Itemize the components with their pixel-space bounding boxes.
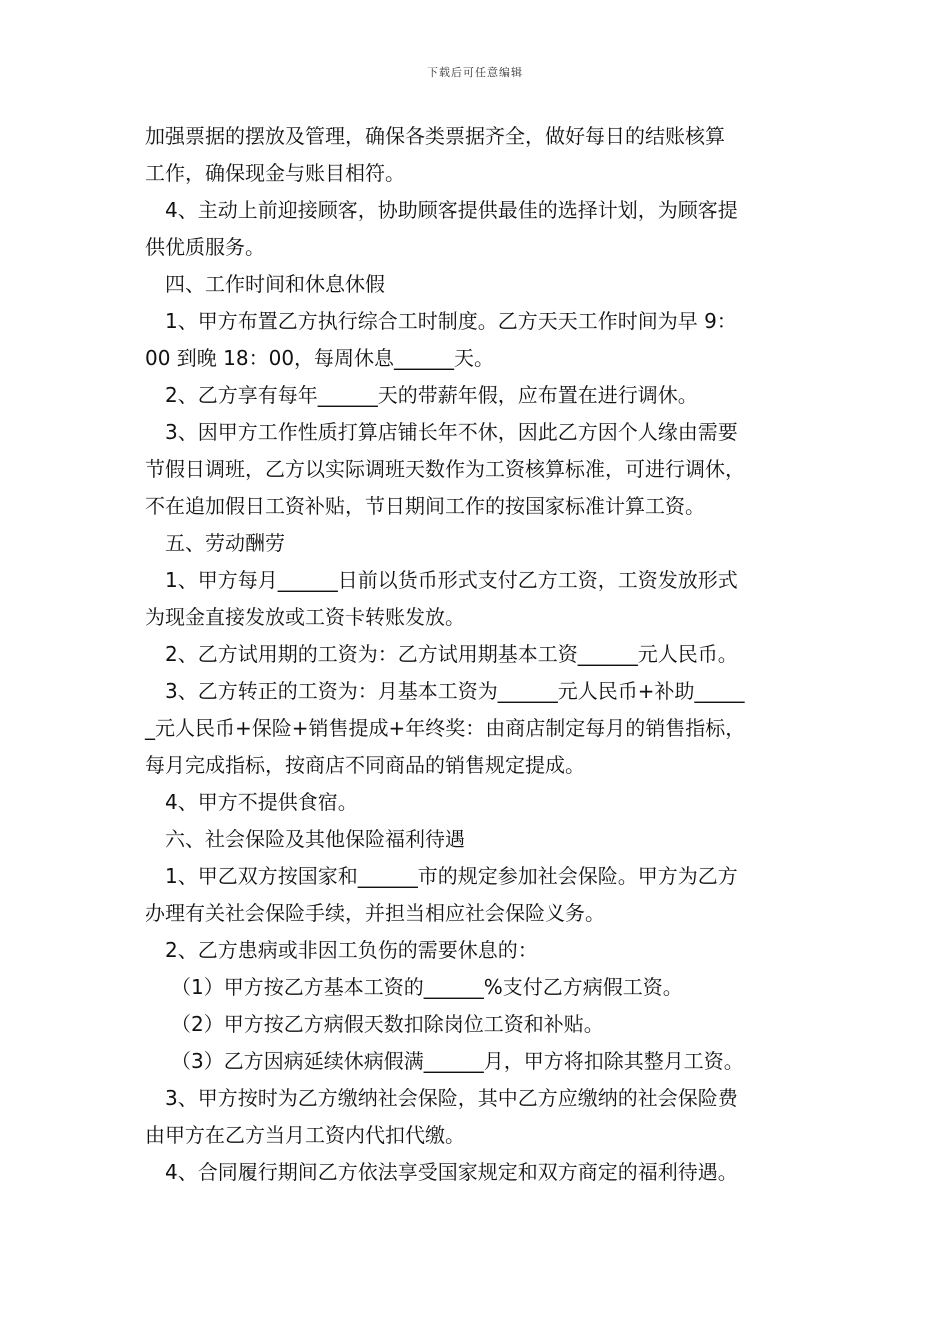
text-line: （2）甲方按乙方病假天数扣除岗位工资和补贴。: [171, 1012, 604, 1036]
text-line: 1、甲乙双方按国家和______市的规定参加社会保险。甲方为乙方: [165, 864, 738, 888]
text-line: 1、甲方布置乙方执行综合工时制度。乙方天天工作时间为早 9：: [165, 309, 737, 333]
text-line: 3、因甲方工作性质打算店铺长年不休，因此乙方因个人缘由需要: [165, 420, 738, 444]
text-line: 4、合同履行期间乙方依法享受国家规定和双方商定的福利待遇。: [165, 1160, 738, 1184]
text-line: 2、乙方试用期的工资为：乙方试用期基本工资______元人民币。: [165, 642, 738, 666]
text-line: 1、甲方每月______日前以货币形式支付乙方工资，工资发放形式: [165, 568, 738, 592]
text-line: 2、乙方患病或非因工负伤的需要休息的：: [165, 938, 538, 962]
text-line: 五、劳动酬劳: [165, 531, 285, 555]
text-line: 由甲方在乙方当月工资内代扣代缴。: [145, 1123, 465, 1147]
text-line: 不在追加假日工资补贴，节日期间工作的按国家标准计算工资。: [145, 494, 705, 518]
document-body: [145, 118, 825, 1191]
page-header: 下载后可任意编辑: [427, 66, 523, 79]
text-line: 2、乙方享有每年______天的带薪年假，应布置在进行调休。: [165, 383, 698, 407]
text-line: 00 到晚 18：00，每周休息______天。: [145, 346, 495, 370]
text-line: 六、社会保险及其他保险福利待遇: [165, 827, 465, 851]
text-line: 加强票据的摆放及管理，确保各类票据齐全，做好每日的结账核算: [145, 124, 725, 148]
text-line: 工作，确保现金与账目相符。: [145, 161, 405, 185]
text-line: 3、乙方转正的工资为：月基本工资为______元人民币+补助_____: [165, 679, 745, 703]
text-line: 四、工作时间和休息休假: [165, 272, 385, 296]
text-line: 供优质服务。: [145, 235, 265, 259]
text-line: 办理有关社会保险手续，并担当相应社会保险义务。: [145, 901, 605, 925]
text-line: （3）乙方因病延续休病假满______月，甲方将扣除其整月工资。: [171, 1049, 744, 1073]
text-line: 3、甲方按时为乙方缴纳社会保险，其中乙方应缴纳的社会保险费: [165, 1086, 738, 1110]
text-line: _元人民币+保险+销售提成+年终奖：由商店制定每月的销售指标，: [145, 716, 746, 740]
text-line: 节假日调班，乙方以实际调班天数作为工资核算标准，可进行调休，: [145, 457, 745, 481]
text-line: 4、甲方不提供食宿。: [165, 790, 358, 814]
text-line: 每月完成指标，按商店不同商品的销售规定提成。: [145, 753, 585, 777]
text-line: （1）甲方按乙方基本工资的______%支付乙方病假工资。: [171, 975, 683, 999]
text-line: 4、主动上前迎接顾客，协助顾客提供最佳的选择计划，为顾客提: [165, 198, 738, 222]
text-line: 为现金直接发放或工资卡转账发放。: [145, 605, 465, 629]
